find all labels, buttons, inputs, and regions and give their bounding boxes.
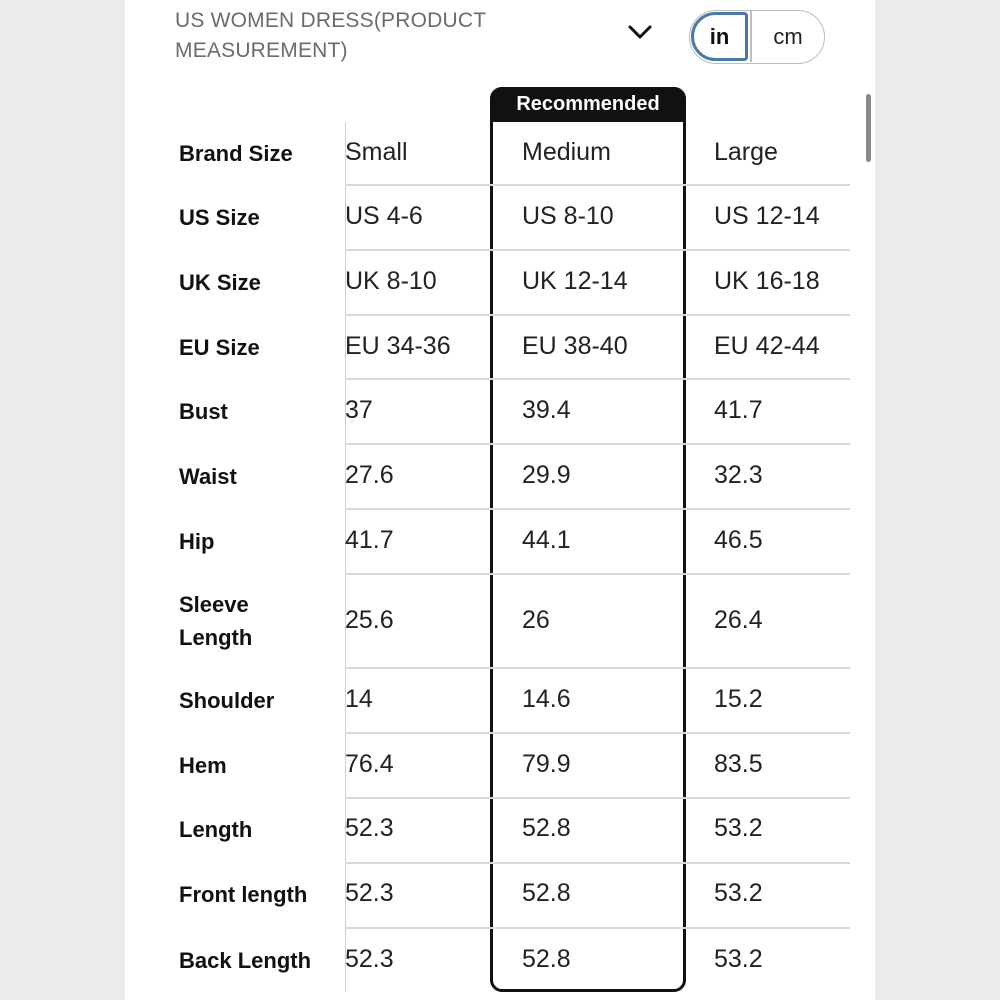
row-divider (345, 862, 850, 864)
table-cell: 52.3 (345, 879, 394, 907)
table-cell: 53.2 (714, 945, 763, 973)
table-cell: UK 16-18 (714, 267, 820, 295)
table-cell: Small (345, 138, 408, 166)
table-cell: 53.2 (714, 814, 763, 842)
table-cell: 44.1 (522, 526, 571, 554)
row-label: Length (179, 816, 253, 842)
table-cell: EU 34-36 (345, 332, 451, 360)
row-divider (345, 927, 850, 929)
table-cell: 83.5 (714, 750, 763, 778)
table-cell: 79.9 (522, 750, 571, 778)
table-cell: 29.9 (522, 461, 571, 489)
table-cell: 15.2 (714, 685, 763, 713)
row-label: Brand Size (179, 140, 293, 166)
row-label: Front length (179, 881, 308, 907)
row-label: Sleeve Length (179, 592, 253, 650)
table-cell: 39.4 (522, 396, 571, 424)
row-label: Hip (179, 528, 215, 554)
chevron-down-icon[interactable] (626, 22, 654, 42)
size-chart-title: US WOMEN DRESS(PRODUCT MEASUREMENT) (175, 9, 486, 62)
row-divider (345, 314, 850, 316)
row-divider (345, 667, 850, 669)
table-cell: 41.7 (714, 396, 763, 424)
table-cell: 25.6 (345, 606, 394, 634)
table-cell: EU 38-40 (522, 332, 628, 360)
table-cell: Large (714, 138, 778, 166)
table-cell: UK 12-14 (522, 267, 628, 295)
row-divider (345, 378, 850, 380)
table-cell: 52.8 (522, 879, 571, 907)
unit-toggle (689, 10, 825, 64)
table-cell: US 4-6 (345, 202, 423, 230)
table-cell: US 12-14 (714, 202, 820, 230)
table-cell: UK 8-10 (345, 267, 437, 295)
table-cell: 52.8 (522, 814, 571, 842)
table-cell: 76.4 (345, 750, 394, 778)
table-cell: EU 42-44 (714, 332, 820, 360)
right-margin (875, 0, 1000, 1000)
row-divider (345, 443, 850, 445)
row-label: Waist (179, 463, 237, 489)
row-divider (345, 797, 850, 799)
table-cell: 14 (345, 685, 373, 713)
unit-in-button[interactable]: in (691, 12, 748, 61)
row-label: EU Size (179, 334, 260, 360)
table-cell: 26.4 (714, 606, 763, 634)
row-label: UK Size (179, 269, 261, 295)
table-cell: 26 (522, 606, 550, 634)
row-divider (345, 732, 850, 734)
left-margin (0, 0, 125, 1000)
table-cell: 41.7 (345, 526, 394, 554)
scrollbar-thumb[interactable] (866, 94, 871, 162)
row-label: Hem (179, 752, 227, 778)
table-cell: 27.6 (345, 461, 394, 489)
table-cell: US 8-10 (522, 202, 614, 230)
row-label: US Size (179, 204, 260, 230)
table-cell: 53.2 (714, 879, 763, 907)
row-divider (345, 508, 850, 510)
recommended-badge: Recommended (490, 87, 686, 122)
table-cell: 46.5 (714, 526, 763, 554)
row-divider (345, 249, 850, 251)
table-cell: 37 (345, 396, 373, 424)
table-cell: Medium (522, 138, 611, 166)
table-cell: 14.6 (522, 685, 571, 713)
table-cell: 32.3 (714, 461, 763, 489)
row-divider (345, 184, 850, 186)
table-cell: 52.3 (345, 814, 394, 842)
row-label: Shoulder (179, 687, 275, 713)
unit-cm-button[interactable]: cm (773, 23, 803, 49)
row-label: Back Length (179, 947, 312, 973)
table-cell: 52.3 (345, 945, 394, 973)
row-label: Bust (179, 398, 228, 424)
table-cell: 52.8 (522, 945, 571, 973)
row-divider (345, 573, 850, 575)
